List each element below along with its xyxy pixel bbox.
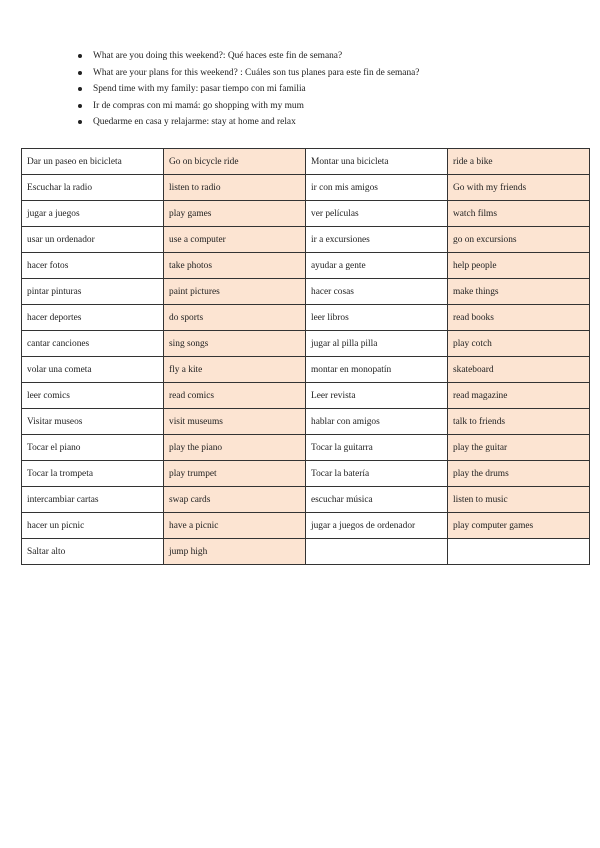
spanish-cell: montar en monopatín [306, 357, 448, 383]
english-cell: Go with my friends [448, 175, 590, 201]
vocabulary-table-body [22, 149, 590, 565]
english-cell: play trumpet [164, 461, 306, 487]
english-cell: read magazine [448, 383, 590, 409]
spanish-cell: volar una cometa [22, 357, 164, 383]
english-cell: skateboard [448, 357, 590, 383]
table-row [22, 175, 590, 201]
english-cell: have a picnic [164, 513, 306, 539]
spanish-cell: Visitar museos [22, 409, 164, 435]
english-cell: play computer games [448, 513, 590, 539]
table-row [22, 279, 590, 305]
english-cell: paint pictures [164, 279, 306, 305]
english-cell: listen to radio [164, 175, 306, 201]
english-cell: do sports [164, 305, 306, 331]
table-row [22, 305, 590, 331]
english-cell: visit museums [164, 409, 306, 435]
english-cell: swap cards [164, 487, 306, 513]
english-cell: jump high [164, 539, 306, 565]
english-cell [448, 539, 590, 565]
english-cell: take photos [164, 253, 306, 279]
spanish-cell: usar un ordenador [22, 227, 164, 253]
english-cell: play the guitar [448, 435, 590, 461]
table-row [22, 331, 590, 357]
table-row [22, 253, 590, 279]
spanish-cell: hacer cosas [306, 279, 448, 305]
english-cell: Go on bicycle ride [164, 149, 306, 175]
spanish-cell: Saltar alto [22, 539, 164, 565]
phrase-list-item: What are you doing this weekend?: Qué haces este fin de semana? [76, 48, 419, 65]
table-row [22, 201, 590, 227]
spanish-cell: ir a excursiones [306, 227, 448, 253]
spanish-cell: Tocar la guitarra [306, 435, 448, 461]
english-cell: talk to friends [448, 409, 590, 435]
english-cell: watch films [448, 201, 590, 227]
spanish-cell: ir con mis amigos [306, 175, 448, 201]
english-cell: listen to music [448, 487, 590, 513]
spanish-cell: ver películas [306, 201, 448, 227]
phrase-list [76, 48, 419, 131]
english-cell: sing songs [164, 331, 306, 357]
english-cell: play the piano [164, 435, 306, 461]
english-cell: play cotch [448, 331, 590, 357]
table-row [22, 513, 590, 539]
spanish-cell: Tocar el piano [22, 435, 164, 461]
spanish-cell: intercambiar cartas [22, 487, 164, 513]
spanish-cell: jugar a juegos [22, 201, 164, 227]
table-row [22, 435, 590, 461]
spanish-cell: ayudar a gente [306, 253, 448, 279]
english-cell: ride a bike [448, 149, 590, 175]
vocabulary-table [21, 148, 590, 565]
spanish-cell: Tocar la trompeta [22, 461, 164, 487]
spanish-cell: hacer fotos [22, 253, 164, 279]
spanish-cell: jugar a juegos de ordenador [306, 513, 448, 539]
spanish-cell: hacer un picnic [22, 513, 164, 539]
table-row [22, 409, 590, 435]
english-cell: help people [448, 253, 590, 279]
spanish-cell: cantar canciones [22, 331, 164, 357]
table-row [22, 539, 590, 565]
spanish-cell: Tocar la batería [306, 461, 448, 487]
spanish-cell: leer libros [306, 305, 448, 331]
english-cell: fly a kite [164, 357, 306, 383]
spanish-cell: Leer revista [306, 383, 448, 409]
spanish-cell: escuchar música [306, 487, 448, 513]
spanish-cell: Escuchar la radio [22, 175, 164, 201]
spanish-cell: Montar una bicicleta [306, 149, 448, 175]
table-row [22, 227, 590, 253]
spanish-cell [306, 539, 448, 565]
table-row [22, 383, 590, 409]
spanish-cell: pintar pinturas [22, 279, 164, 305]
table-row [22, 461, 590, 487]
spanish-cell: hacer deportes [22, 305, 164, 331]
table-row [22, 487, 590, 513]
english-cell: read comics [164, 383, 306, 409]
table-row [22, 149, 590, 175]
spanish-cell: jugar al pilla pilla [306, 331, 448, 357]
table-row [22, 357, 590, 383]
phrase-list-item: Spend time with my family: pasar tiempo con mi familia [76, 81, 419, 98]
english-cell: read books [448, 305, 590, 331]
phrase-list-item: Ir de compras con mi mamá: go shopping with my mum [76, 98, 419, 115]
english-cell: play games [164, 201, 306, 227]
phrase-list-item: Quedarme en casa y relajarme: stay at home and relax [76, 114, 419, 131]
english-cell: make things [448, 279, 590, 305]
spanish-cell: Dar un paseo en bicicleta [22, 149, 164, 175]
spanish-cell: leer comics [22, 383, 164, 409]
spanish-cell: hablar con amigos [306, 409, 448, 435]
english-cell: use a computer [164, 227, 306, 253]
english-cell: go on excursions [448, 227, 590, 253]
english-cell: play the drums [448, 461, 590, 487]
phrase-list-item: What are your plans for this weekend? : Cuáles son tus planes para este fin de semana? [76, 65, 419, 82]
